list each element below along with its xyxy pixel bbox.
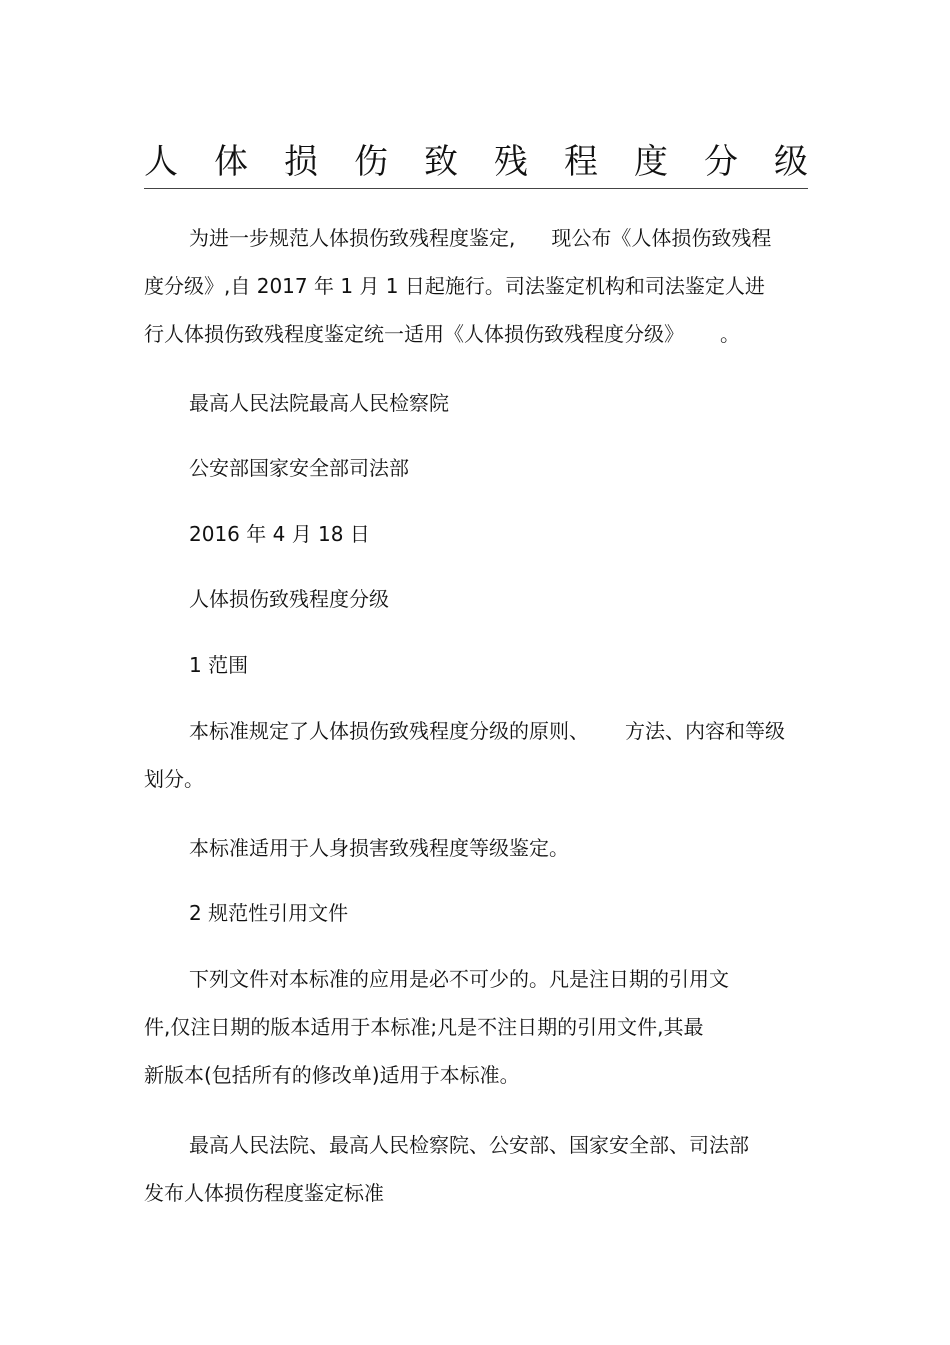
text-segment: 为进一步规范人体损伤致残程度鉴定, <box>189 226 516 250</box>
paragraph-line: 度分级》,自 2017 年 1 月 1 日起施行。司法鉴定机构和司法鉴定人进 <box>144 274 765 298</box>
paragraph-line: 下列文件对本标准的应用是必不可少的。凡是注日期的引用文 <box>189 967 729 991</box>
paragraph-references <box>144 955 808 1099</box>
paragraph-line <box>144 310 808 358</box>
paragraph-line: 2016 年 4 月 18 日 <box>189 522 370 546</box>
title-char: 分 <box>704 142 738 182</box>
paragraph-standard-title <box>144 575 808 623</box>
title-char: 伤 <box>354 142 388 182</box>
paragraph-line <box>144 707 808 755</box>
paragraph-scope-1 <box>144 707 808 803</box>
paragraph-line: 最高人民法院、最高人民检察院、公安部、国家安全部、司法部 <box>189 1133 749 1157</box>
paragraph-line: 1 范围 <box>189 653 249 677</box>
paragraph-line: 件,仅注日期的版本适用于本标准;凡是不注日期的引用文件,其最 <box>144 1015 704 1039</box>
paragraph-scope-2 <box>144 824 808 872</box>
paragraph-line: 新版本(包括所有的修改单)适用于本标准。 <box>144 1063 520 1087</box>
title-char: 人 <box>144 142 178 182</box>
paragraph-issuer-courts <box>144 379 808 427</box>
title-char: 程 <box>564 142 598 182</box>
title-char: 级 <box>774 142 808 182</box>
title-char: 体 <box>214 142 248 182</box>
paragraph-reference-item <box>144 1121 808 1217</box>
paragraph-issuer-ministries <box>144 444 808 492</box>
paragraph-line: 人体损伤致残程度分级 <box>189 587 389 611</box>
paragraph-line: 本标准适用于人身损害致残程度等级鉴定。 <box>189 836 569 860</box>
text-segment: 方法、内容和等级 <box>625 719 785 743</box>
paragraph-announcement <box>144 214 808 358</box>
paragraph-line: 最高人民法院最高人民检察院 <box>189 391 449 415</box>
title-char: 度 <box>634 142 668 182</box>
section-heading-scope <box>144 641 808 689</box>
paragraph-line <box>144 214 808 262</box>
paragraph-line: 2 规范性引用文件 <box>189 901 349 925</box>
document-title <box>144 140 808 189</box>
text-segment: 行人体损伤致残程度鉴定统一适用《人体损伤致残程度分级》 <box>144 322 684 346</box>
title-char: 残 <box>494 142 528 182</box>
text-segment: 现公布《人体损伤致残程 <box>551 226 772 250</box>
document-title-text <box>144 140 808 184</box>
paragraph-date <box>144 510 808 558</box>
section-heading-references <box>144 889 808 937</box>
paragraph-line: 划分。 <box>144 767 204 791</box>
paragraph-line: 发布人体损伤程度鉴定标准 <box>144 1181 384 1205</box>
text-segment: 。 <box>720 322 740 346</box>
paragraph-line: 公安部国家安全部司法部 <box>189 456 409 480</box>
text-segment: 本标准规定了人体损伤致残程度分级的原则、 <box>189 719 589 743</box>
title-char: 致 <box>424 142 458 182</box>
title-char: 损 <box>284 142 318 182</box>
